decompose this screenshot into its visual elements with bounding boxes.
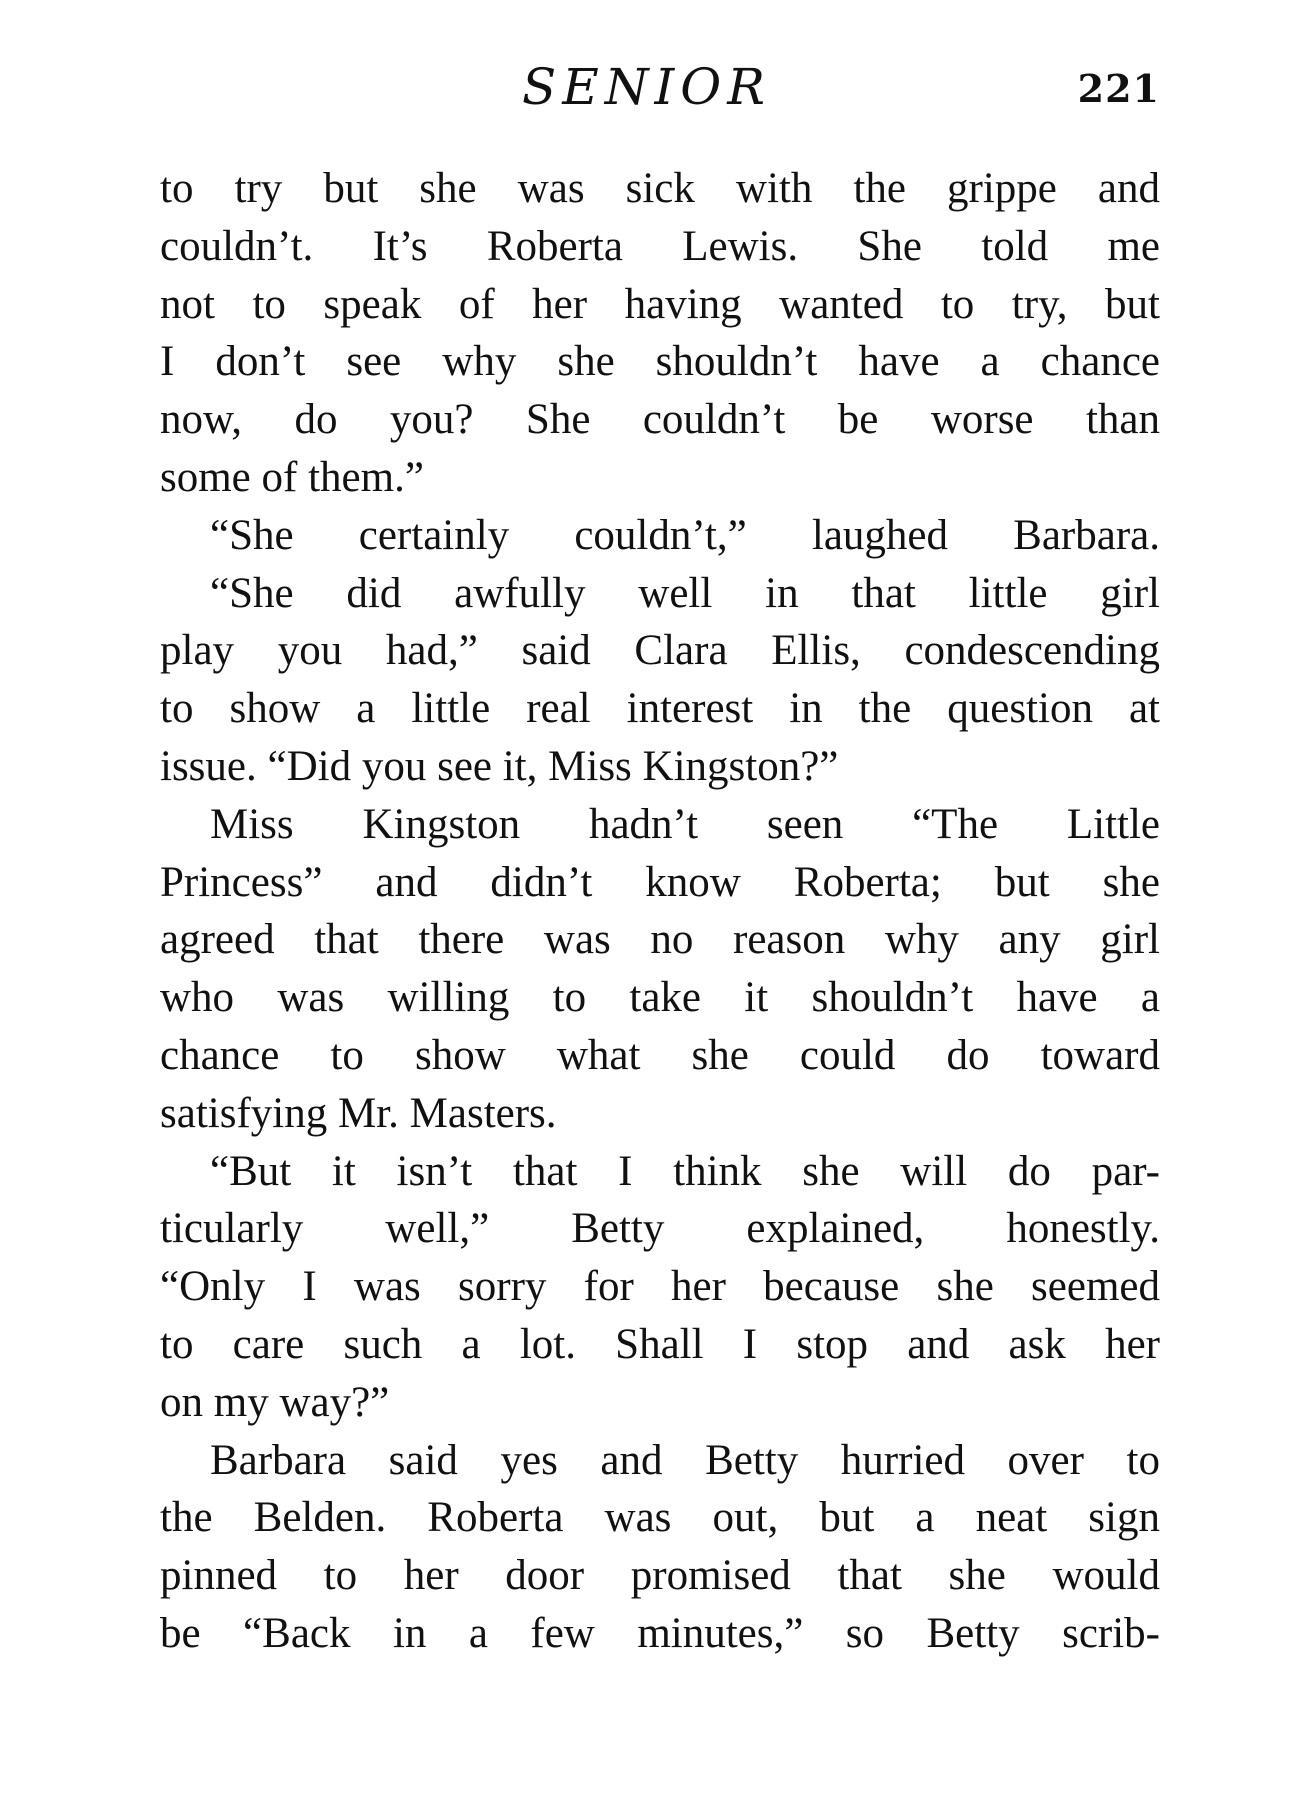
text-line: issue. “Did you see it, Miss Kingston?” xyxy=(160,742,839,790)
text-line: couldn’t. It’s Roberta Lewis. She told me xyxy=(160,222,1160,270)
text-line: on my way?” xyxy=(160,1378,390,1426)
text-line: to care such a lot. Shall I stop and ask her xyxy=(160,1320,1160,1368)
text-line: to show a little real interest in the question at xyxy=(160,685,1160,733)
text-line: satisfying Mr. Masters. xyxy=(160,1089,557,1137)
text-line: “She did awfully well in that little girl xyxy=(210,569,1160,617)
text-line: chance to show what she could do toward xyxy=(160,1031,1160,1079)
text-line: not to speak of her having wanted to try, but xyxy=(160,280,1160,328)
text-line: now, do you? She couldn’t be worse than xyxy=(160,396,1160,444)
text-line: to try but she was sick with the grippe and xyxy=(160,165,1160,212)
page-number: 221 xyxy=(1077,66,1160,111)
text-line: be “Back in a few minutes,” so Betty scrib- xyxy=(160,1609,1160,1657)
text-line: play you had,” said Clara Ellis, condescending xyxy=(160,627,1160,675)
text-line: “But it isn’t that I think she will do par- xyxy=(210,1147,1160,1195)
text-line: I don’t see why she shouldn’t have a chance xyxy=(160,338,1160,386)
text-line: the Belden. Roberta was out, but a neat sign xyxy=(160,1494,1160,1542)
body-text xyxy=(160,160,1160,1663)
text-line: Miss Kingston hadn’t seen “The Little xyxy=(210,800,1160,848)
text-line: “She certainly couldn’t,” laughed Barbara. xyxy=(210,511,1160,559)
text-line: Barbara said yes and Betty hurried over to xyxy=(210,1436,1160,1484)
text-line: pinned to her door promised that she would xyxy=(160,1552,1160,1600)
text-line: Princess” and didn’t know Roberta; but she xyxy=(160,858,1160,906)
text-line: ticularly well,” Betty explained, honestly. xyxy=(160,1205,1160,1253)
text-line: agreed that there was no reason why any girl xyxy=(160,916,1160,964)
running-title: SENIOR xyxy=(522,58,771,116)
running-header xyxy=(160,52,1160,122)
text-line: some of them.” xyxy=(160,453,424,501)
text-line: “Only I was sorry for her because she seemed xyxy=(160,1263,1160,1311)
text-line: who was willing to take it shouldn’t have a xyxy=(160,974,1160,1022)
